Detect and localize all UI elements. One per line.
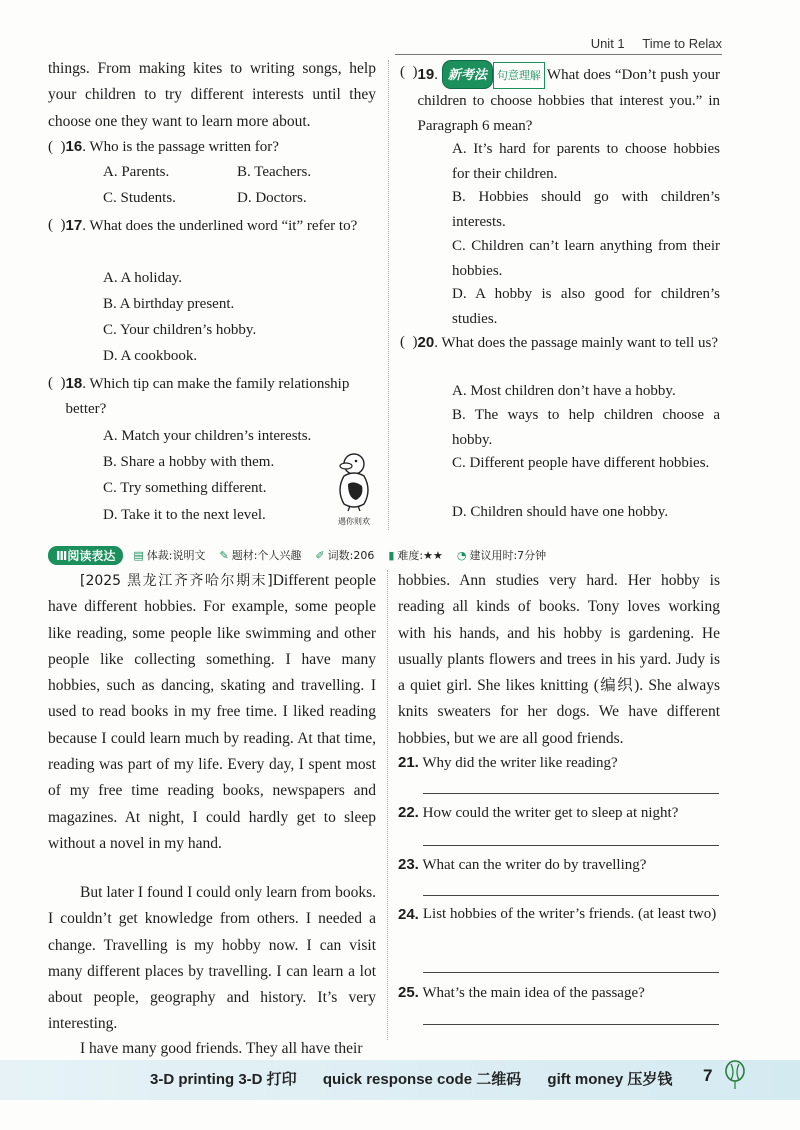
header-divider [395, 54, 722, 55]
question-text: Which tip can make the family relationship better? [65, 376, 350, 417]
option[interactable]: D. Take it to the next level. [103, 507, 266, 523]
option[interactable]: B. A birthday present. [103, 296, 235, 312]
question-25 [398, 980, 720, 1006]
suggested-time: 建议用时:7分钟 [469, 549, 547, 562]
question-number: 20 [417, 334, 435, 351]
paragraph-1-text: Different people have different hobbies. For example, some people like reading, some people like swimming and other people like collecting something. I have many hobbies, such as dancing, skating and travelling. I used to read books in my free time. I liked reading because I could learn much by reading. At that time, reading was part of my life. Every day, I spent most of my free time reading books, newspapers and magazines. At night, I could hardly get to sleep without a novel in my hand. [48, 572, 376, 852]
option[interactable]: B. The ways to help children choose a hobby. [452, 407, 720, 448]
answer-blank[interactable]: ( ) [48, 139, 66, 155]
difficulty: 难度:★★ [397, 549, 443, 562]
option[interactable]: B. Share a hobby with them. [103, 454, 275, 470]
option[interactable]: A. It’s hard for parents to choose hobbies for their children. [452, 141, 720, 182]
passage-paragraph-1 [48, 568, 376, 857]
answer-line-23[interactable] [423, 895, 719, 896]
passage-paragraph-3-continued: hobbies. Ann studies very hard. Her hobby is reading all kinds of books. Tony loves working with his hands, and his hobby is gardening. He usually plants flowers and trees in his yard. Judy is a quiet girl. She likes knitting (编织). She always knits sweaters for her dogs. We have different hobbies, but we are all good friends. [398, 572, 720, 747]
option[interactable]: C. Try something different. [103, 480, 267, 496]
question-number: 16 [65, 138, 83, 155]
word-count: 词数:206 [327, 549, 375, 562]
page-header [577, 36, 722, 51]
passage-paragraph-3: I have many good friends. They all have their [80, 1040, 363, 1057]
vocab-3: gift money 压岁钱 [547, 1071, 673, 1088]
answer-blank[interactable]: ( ) [48, 375, 66, 391]
question-text: Who is the passage written for? [89, 139, 279, 155]
option[interactable]: D. Doctors. [237, 190, 307, 206]
option[interactable]: B. Hobbies should go with children’s interests. [452, 189, 720, 230]
answer-line-25[interactable] [423, 1024, 719, 1025]
option[interactable]: D. A cookbook. [103, 348, 198, 364]
section-title: Ⅲ阅读表达 [48, 546, 123, 565]
question-number: 17 [65, 217, 83, 234]
question-number: 24. [398, 906, 419, 923]
option[interactable]: D. Children should have one hobby. [452, 504, 669, 520]
question-number: 22. [398, 804, 419, 821]
unit-label: Unit 1 [590, 36, 625, 51]
question-number: 25. [398, 984, 419, 1001]
option[interactable]: B. Teachers. [237, 164, 312, 180]
book-icon: ▤ [133, 549, 144, 562]
vocab-1: 3-D printing 3-D 打印 [150, 1071, 297, 1088]
question-text: What does “Don’t push your children to choose hobbies that interest you.” in Paragraph 6 mean? [417, 67, 720, 134]
option[interactable]: D. A hobby is also good for children’s studies. [452, 286, 720, 327]
question-17: ( ) 17. What does the underlined word “it” refer to? [48, 213, 376, 239]
option[interactable]: C. Students. [103, 190, 176, 206]
answer-blank[interactable]: ( ) [400, 334, 418, 350]
difficulty-icon: ▮ [388, 549, 395, 562]
duck-caption: 遇你则欢 [338, 517, 370, 526]
question-22 [398, 800, 720, 826]
column-divider-top [388, 60, 390, 530]
question-text: What does the underlined word “it” refer to? [89, 218, 358, 234]
new-method-badge: 新考法 [442, 60, 493, 89]
question-number: 18 [65, 375, 83, 392]
skill-badge: 句意理解 [493, 62, 545, 89]
unit-title: Time to Relax [642, 36, 722, 51]
question-text: What does the passage mainly want to tell us? [441, 335, 719, 351]
option[interactable]: C. Your children’s hobby. [103, 322, 257, 338]
question-text: List hobbies of the writer’s friends. (at least two) [422, 906, 717, 922]
column-divider-bottom [387, 570, 389, 1040]
question-20: ( ) 20. What does the passage mainly want to tell us? [400, 330, 720, 356]
answer-line-22[interactable] [423, 845, 719, 846]
option[interactable]: C. Children can’t learn anything from their hobbies. [452, 238, 720, 279]
option[interactable]: A. Parents. [103, 164, 170, 180]
question-number: 21. [398, 754, 419, 771]
answer-blank[interactable]: ( ) [48, 217, 66, 233]
section-bar [48, 545, 728, 565]
duck-illustration [330, 450, 378, 526]
question-text: What’s the main idea of the passage? [422, 985, 645, 1001]
question-16: ( )16. Who is the passage written for? [48, 138, 279, 155]
duck-icon [330, 450, 378, 512]
topic-icon: ✎ [219, 549, 229, 562]
question-21 [398, 750, 720, 776]
genre: 体裁:说明文 [146, 549, 206, 562]
question-text: Why did the writer like reading? [422, 755, 618, 771]
question-text: What can the writer do by travelling? [422, 857, 647, 873]
footer-vocab [150, 1068, 694, 1089]
question-24 [398, 902, 720, 927]
answer-line-24[interactable] [423, 972, 719, 973]
passage-paragraph-2: But later I found I could only learn from books. I couldn’t get knowledge from others. I needed a change. Travelling is my hobby now. I can visit many different places by travelling. I can learn a lot about people, geography and history. It’s very interesting. [48, 884, 376, 1033]
answer-blank[interactable]: ( ) [400, 64, 418, 80]
words-icon: ✐ [315, 549, 325, 562]
option[interactable]: A. Most children don’t have a hobby. [452, 383, 676, 399]
question-number: 19 [417, 66, 435, 83]
answer-line-21[interactable] [423, 793, 719, 794]
option[interactable]: A. A holiday. [103, 270, 183, 286]
question-number: 23. [398, 856, 419, 873]
question-18: ( ) 18. Which tip can make the family relationship better? [48, 371, 376, 422]
intro-text: things. From making kites to writing songs, help your children to try different interests until they choose one they want to learn more about. [48, 60, 376, 130]
timer-icon: ◔ [456, 549, 467, 562]
option[interactable]: A. Match your children’s interests. [103, 428, 312, 444]
balloon-icon [722, 1060, 748, 1094]
question-19: ( ) 19. 新考法 句意理解 What does “Don’t push your children to choose hobbies that interest you.” in Paragraph 6 mean? [400, 60, 720, 139]
option[interactable]: C. Different people have different hobbies. [452, 455, 710, 471]
question-23 [398, 852, 720, 878]
passage-source: [2025 黑龙江齐齐哈尔期末] [80, 573, 273, 589]
vocab-2: quick response code 二维码 [322, 1071, 522, 1088]
topic: 题材:个人兴趣 [231, 549, 302, 562]
page-number: 7 [703, 1066, 713, 1085]
question-text: How could the writer get to sleep at night? [422, 805, 679, 821]
